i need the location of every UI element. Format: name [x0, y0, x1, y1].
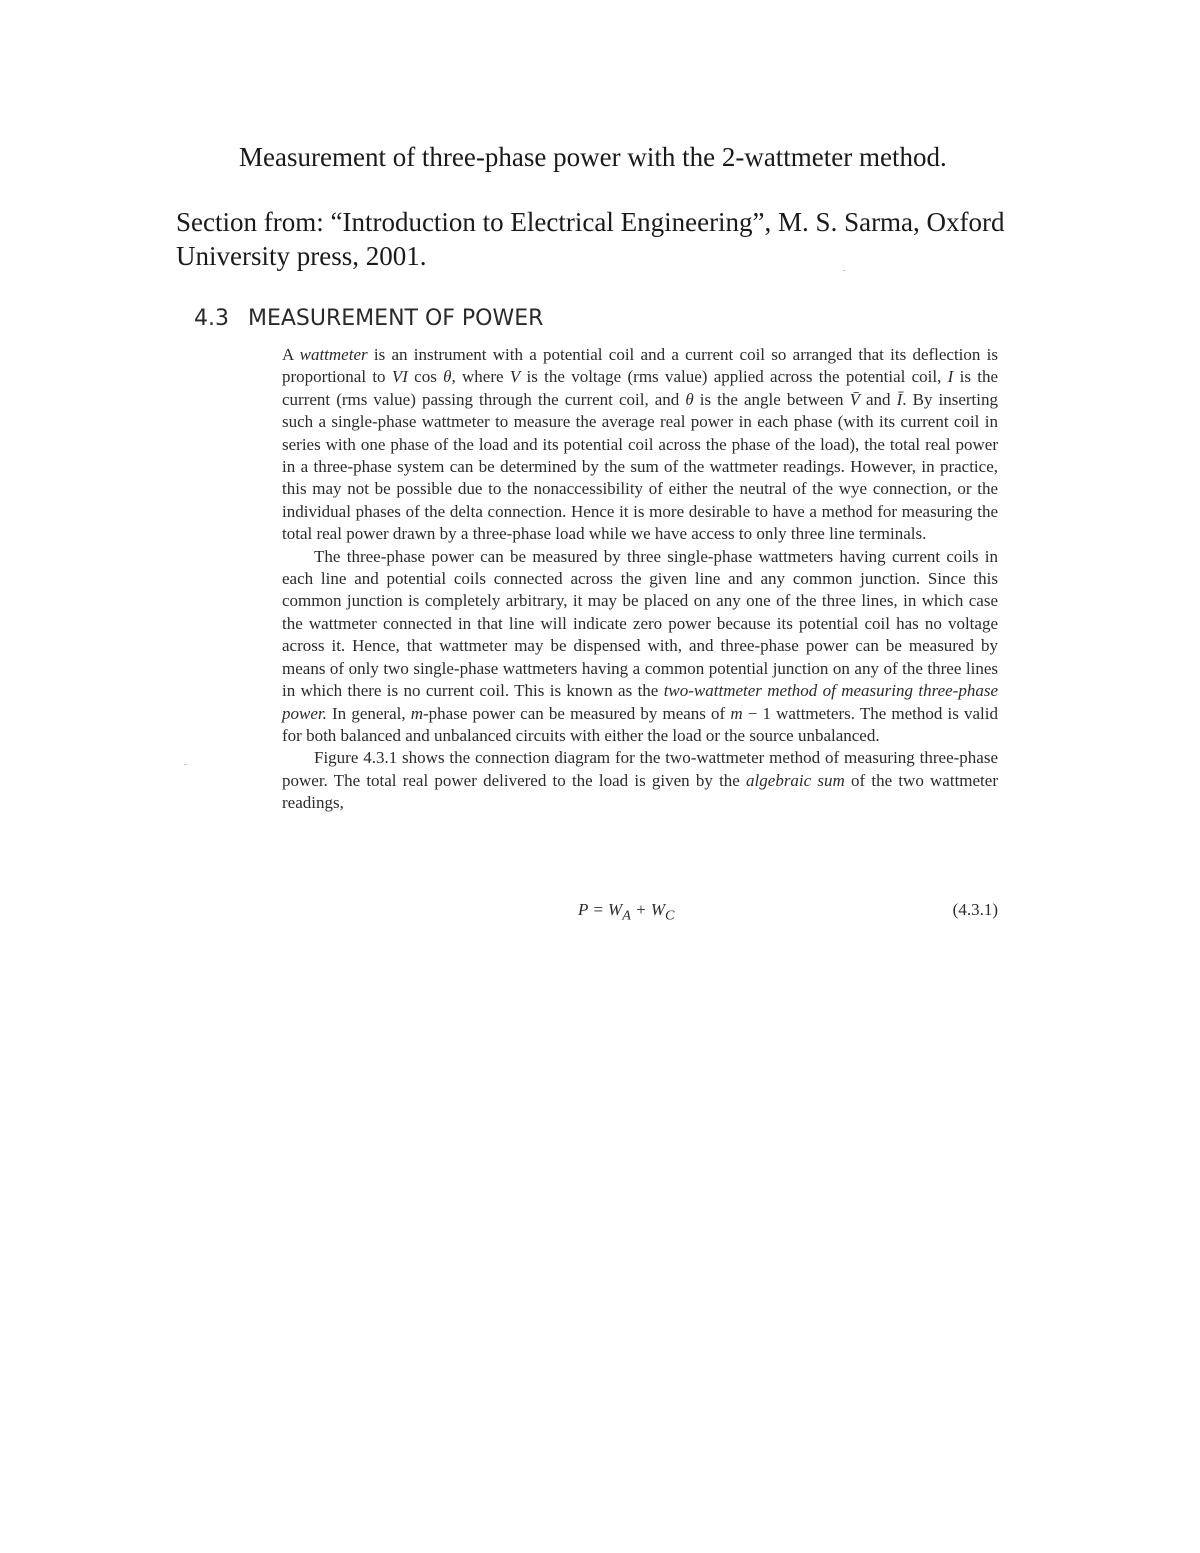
equation-expression: $P = W_A + W_C$ — [578, 900, 675, 924]
paragraph-wattmeter-definition: A wattmeter is an instrument with a potential coil and a current coil so arranged that its deflection is proportional to VI cos θ, where V is the voltage (rms value) applied across the potential coil, I is the current (rms value) passing through the current coil, and θ is the angle between V̄ and Ī. By inserting such a single-phase wattmeter to measure the average real power in each phase (with its current coil in series with one phase of the load and its potential coil across the phase of the load), the total real power in a three-phase system can be determined by the sum of the wattmeter readings. However, in practice, this may not be possible due to the nonaccessibility of either the neutral of the wye connection, or the individual phases of the delta connection. Hence it is more desirable to have a method for measuring the total real power drawn by a three-phase load while we have access to only three line terminals. — [282, 345, 999, 544]
term-two-wattmeter-method: two-wattmeter method of measuring three-phase power. — [282, 681, 998, 723]
paragraph-two-wattmeter-method: The three-phase power can be measured by three single-phase wattmeters having current coils in each line and potential coils connected across the given line and any common junction. Since this common junction is completely arbitrary, it may be placed on any one of the three lines, in which case the wattmeter connected in that line will indicate zero power because its potential coil has no voltage across it. Hence, that wattmeter may be dispensed with, and three-phase power can be measured by means of only two single-phase wattmeters having a common potential junction on any of the three lines in which there is no current coil. This is known as the two-wattmeter method of measuring three-phase power. In general, m-phase power can be measured by means of m − 1 wattmeters. The method is valid for both balanced and unbalanced circuits with either the load or the source unbalanced. — [282, 546, 998, 745]
equation-number: (4.3.1) — [952, 900, 998, 919]
paragraph-figure-reference: Figure 4.3.1 shows the connection diagram for the two-wattmeter method of measuring three-phase power. The total real power delivered to the load is given by the algebraic sum of the two wattmeter readings, — [282, 748, 998, 813]
section-title: MEASUREMENT OF POWER — [248, 306, 544, 331]
section-heading — [194, 306, 543, 331]
scan-artifact — [843, 270, 846, 271]
term-wattmeter: wattmeter — [299, 345, 368, 364]
section-number: 4.3 — [194, 306, 229, 331]
term-algebraic-sum: algebraic sum — [746, 770, 845, 790]
document-title: Measurement of three-phase power with the 2-wattmeter method. — [239, 142, 947, 172]
section-body — [282, 344, 998, 815]
equation-4-3-1 — [282, 900, 998, 926]
scan-artifact — [184, 764, 187, 765]
source-citation: Section from: “Introduction to Electrical Engineering”, M. S. Sarma, Oxford University press, 2001. — [176, 207, 1005, 271]
